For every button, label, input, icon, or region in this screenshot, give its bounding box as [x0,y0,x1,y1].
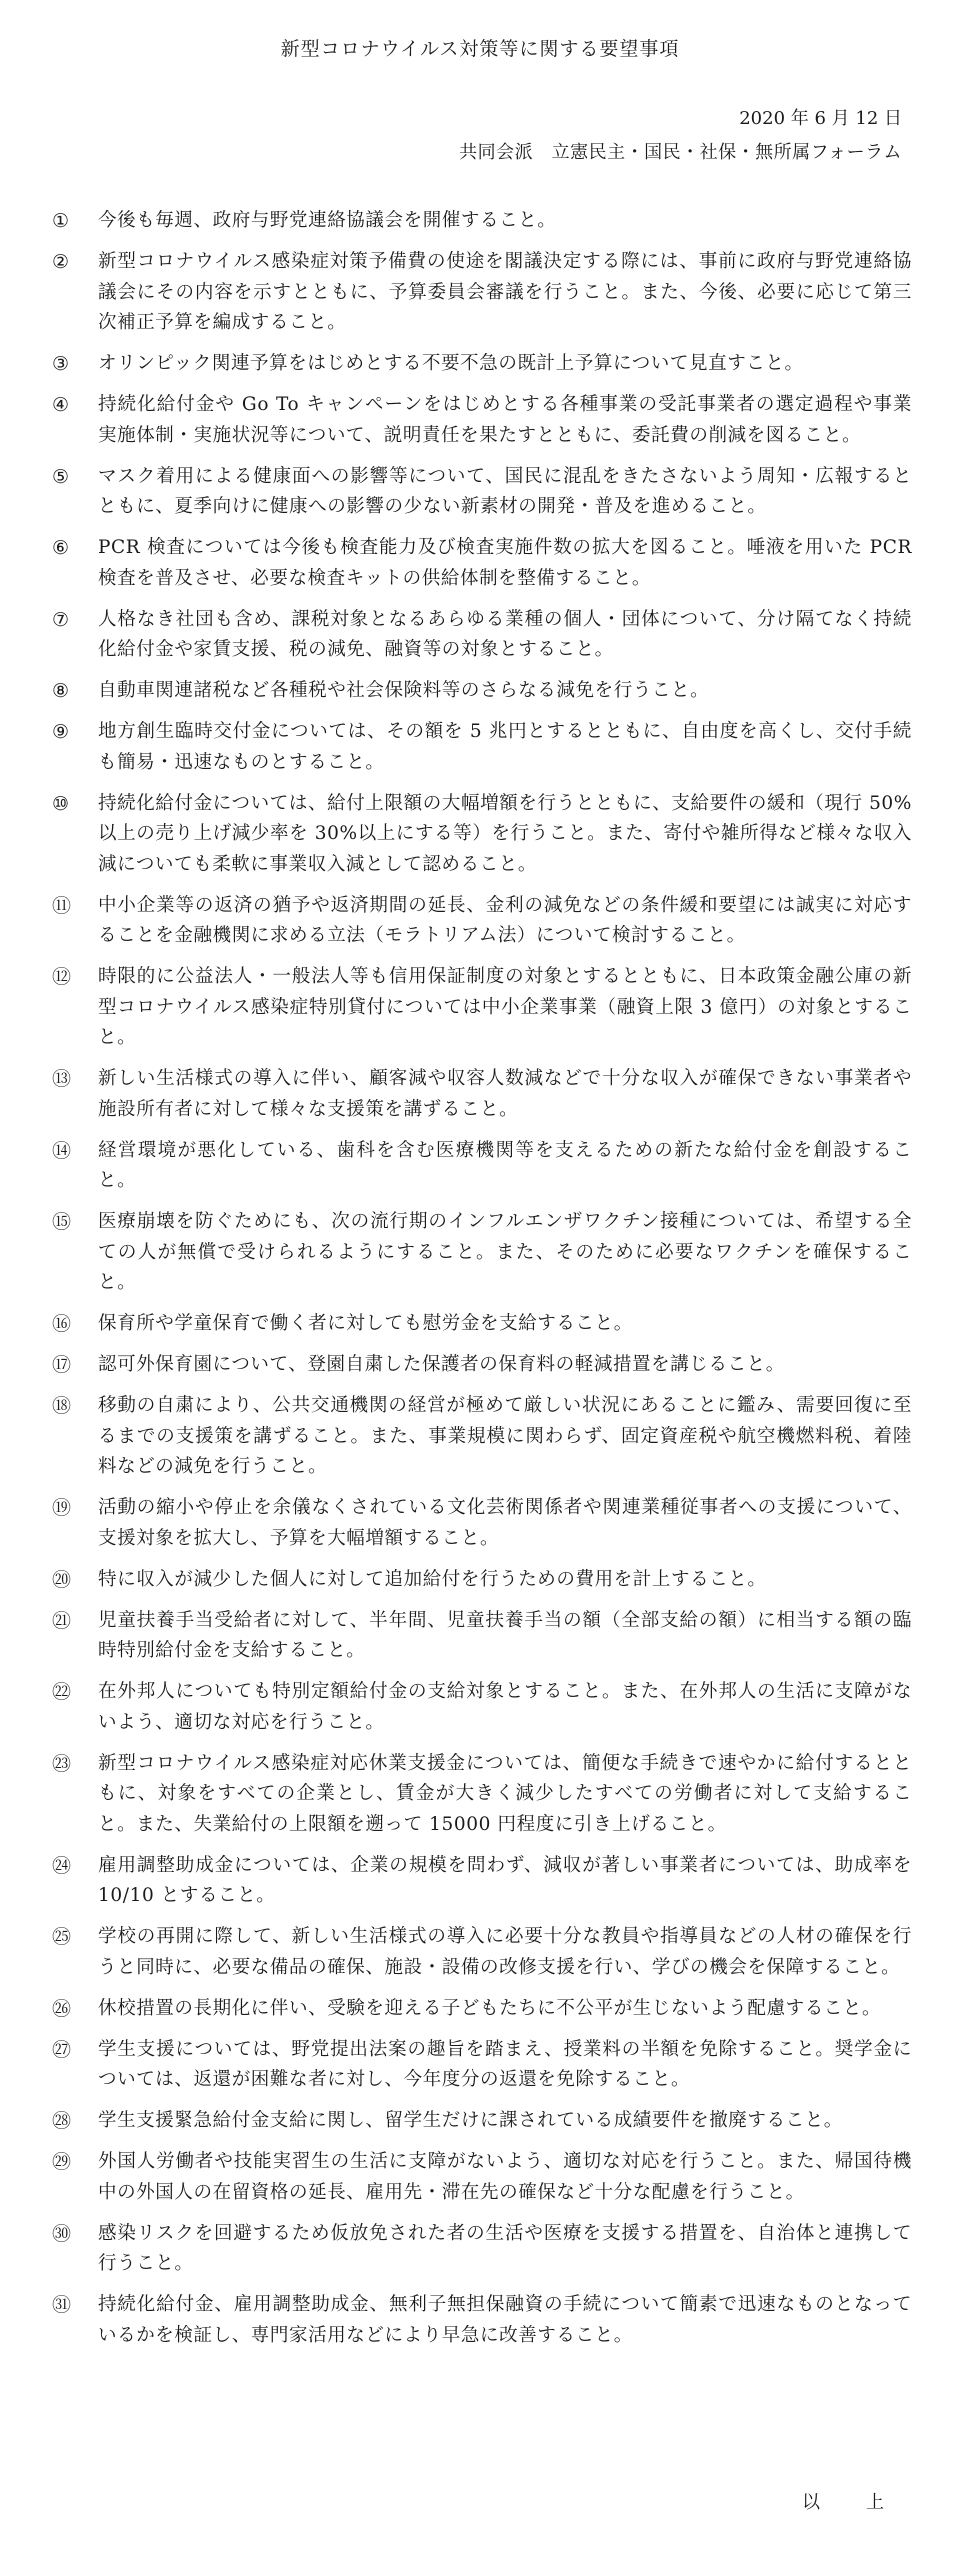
item-text: 保育所や学童保育で働く者に対しても慰労金を支給すること。 [98,1313,633,1334]
request-item [52,349,912,380]
item-text: 新しい生活様式の導入に伴い、顧客減や収容人数減などで十分な収入が確保できない事業者や施設所有者に対して様々な支援策を講ずること。 [98,1068,912,1120]
item-number: ⑮ [52,1211,72,1233]
item-text: PCR 検査については今後も検査能力及び検査実施件数の拡大を図ること。唾液を用いた PCR 検査を普及させ、必要な検査キットの供給体制を整備すること。 [98,537,912,589]
request-item [52,789,912,881]
item-text: 経営環境が悪化している、歯科を含む医療機関等を支えるための新たな給付金を創設すること。 [98,1139,912,1191]
request-item [52,1851,912,1912]
item-text: 今後も毎週、政府与野党連絡協議会を開催すること。 [98,210,557,231]
item-number: ㉕ [52,1926,72,1948]
item-text: 持続化給付金については、給付上限額の大幅増額を行うとともに、支給要件の緩和（現行 50%以上の売り上げ減少率を 30%以上にする等）を行うこと。また、寄付や雑所得など様々な収入減についても柔軟に事業収入減として認めること。 [98,792,912,875]
item-number: ㉑ [52,1609,72,1632]
item-text: 学校の再開に際して、新しい生活様式の導入に必要十分な教員や指導員などの人材の確保を行うと同時に、必要な備品の確保、施設・設備の改修支援を行い、学びの機会を保障すること。 [98,1926,912,1978]
item-text: 感染リスクを回避するため仮放免された者の生活や医療を支援する措置を、自治体と連携して行うこと。 [98,2222,912,2274]
item-text: 地方創生臨時交付金については、その額を 5 兆円とするとともに、自由度を高くし、交付手続も簡易・迅速なものとすること。 [98,721,912,773]
item-number: ㉖ [52,1997,72,2020]
item-text: 移動の自粛により、公共交通機関の経営が極めて厳しい状況にあることに鑑み、需要回復に至るまでの支援策を講ずること。また、事業規模に関わらず、固定資産税や航空機燃料税、着陸料などの減免を行うこと。 [98,1395,912,1477]
request-item [52,1136,912,1197]
request-item [52,1493,912,1554]
item-number: ㉔ [52,1854,72,1877]
item-text: 休校措置の長期化に伴い、受験を迎える子どもたちに不公平が生じないよう配慮すること。 [98,1997,882,2019]
item-number: ⑩ [52,792,70,815]
item-number: ① [52,210,70,232]
item-number: ㉛ [52,2294,72,2316]
item-text: 在外邦人についても特別定額給付金の支給対象とすること。また、在外邦人の生活に支障がないよう、適切な対応を行うこと。 [98,1681,912,1733]
item-number: ⑰ [52,1354,72,1376]
request-item [52,390,912,451]
item-text: 自動車関連諸税など各種税や社会保険料等のさらなる減免を行うこと。 [98,680,710,701]
request-item [52,1749,912,1841]
request-item [52,1565,912,1596]
request-item [52,206,912,237]
item-text: 外国人労働者や技能実習生の生活に支障がないよう、適切な対応を行うこと。また、帰国待機中の外国人の在留資格の延長、雇用先・滞在先の確保など十分な配慮を行うこと。 [98,2151,912,2203]
request-list [52,206,912,2362]
item-text: 持続化給付金、雇用調整助成金、無利子無担保融資の手続について簡素で迅速なものとなっているかを検証し、専門家活用などにより早急に改善すること。 [98,2294,912,2346]
closing-mark: 以 上 [802,2492,898,2513]
item-number: ③ [52,353,70,375]
item-number: ㉗ [52,2038,72,2061]
request-item [52,1677,912,1738]
item-text: 新型コロナウイルス感染症対応休業支援金については、簡便な手続きで速やかに給付するとともに、対象をすべての企業とし、賃金が大きく減少したすべての労働者に対して支給すること。また、失業給付の上限額を遡って 15000 円程度に引き上げること。 [98,1752,912,1835]
item-number: ㉒ [52,1681,72,1703]
request-item [52,533,912,594]
request-item [52,2035,912,2096]
party-name: 共同会派 立憲民主・国民・社保・無所属フォーラム [459,142,902,163]
request-item [52,2147,912,2208]
item-number: ⑫ [52,966,72,988]
item-number: ⑪ [52,894,72,917]
item-number: ⑳ [52,1568,72,1591]
request-item [52,2290,912,2351]
item-number: ⑨ [52,721,70,743]
item-text: 特に収入が減少した個人に対して追加給付を行うための費用を計上すること。 [98,1568,767,1590]
item-text: 人格なき社団も含め、課税対象となるあらゆる業種の個人・団体について、分け隔てなく持続化給付金や家賃支援、税の減免、融資等の対象とすること。 [98,608,912,660]
item-text: 児童扶養手当受給者に対して、半年間、児童扶養手当の額（全部支給の額）に相当する額の臨時特別給付金を支給すること。 [98,1609,912,1661]
item-number: ⑧ [52,680,70,702]
request-item [52,247,912,339]
item-text: 中小企業等の返済の猶予や返済期間の延長、金利の減免などの条件緩和要望には誠実に対応することを金融機関に求める立法（モラトリアム法）について検討すること。 [98,894,912,946]
item-number: ㉘ [52,2110,72,2132]
item-number: ㉓ [52,1752,72,1775]
request-item [52,1064,912,1125]
request-item [52,1309,912,1340]
item-number: ⑭ [52,1139,72,1162]
request-item [52,1994,912,2025]
request-item [52,1350,912,1381]
item-number: ④ [52,394,70,416]
item-number: ⑲ [52,1497,72,1519]
item-text: 学生支援については、野党提出法案の趣旨を踏まえ、授業料の半額を免除すること。奨学金については、返還が困難な者に対し、今年度分の返還を免除すること。 [98,2038,912,2090]
item-number: ⑬ [52,1068,72,1090]
item-number: ⑱ [52,1395,72,1417]
request-item [52,1606,912,1667]
request-item [52,1922,912,1983]
request-item [52,2106,912,2137]
item-text: 医療崩壊を防ぐためにも、次の流行期のインフルエンザワクチン接種については、希望する全ての人が無償で受けられるようにすること。また、そのために必要なワクチンを確保すること。 [98,1211,912,1293]
item-text: 認可外保育園について、登園自粛した保護者の保育料の軽減措置を講じること。 [98,1354,785,1375]
item-text: 持続化給付金や Go To キャンペーンをはじめとする各種事業の受託事業者の選定過程や事業実施体制・実施状況等について、説明責任を果たすとともに、委託費の削減を図ること。 [98,394,912,446]
item-text: 活動の縮小や停止を余儀なくされている文化芸術関係者や関連業種従事者への支援について、支援対象を拡大し、予算を大幅増額すること。 [98,1497,912,1549]
item-number: ⑤ [52,465,70,488]
item-number: ⑯ [52,1313,72,1335]
request-item [52,1207,912,1299]
request-item [52,962,912,1054]
request-item [52,676,912,707]
request-item [52,462,912,523]
document-title: 新型コロナウイルス対策等に関する要望事項 [280,38,680,60]
request-item [52,1391,912,1483]
request-item [52,605,912,666]
item-number: ㉙ [52,2151,72,2173]
item-number: ⑦ [52,608,70,631]
request-item [52,717,912,778]
item-number: ② [52,251,70,273]
document-date: 2020 年 6 月 12 日 [739,108,902,129]
item-text: 学生支援緊急給付金支給に関し、留学生だけに課されている成績要件を撤廃すること。 [98,2110,843,2131]
item-text: マスク着用による健康面への影響等について、国民に混乱をきたさないよう周知・広報するとともに、夏季向けに健康への影響の少ない新素材の開発・普及を進めること。 [98,465,912,517]
request-item [52,2219,912,2280]
request-item [52,891,912,952]
item-number: ⑥ [52,537,70,559]
item-text: オリンピック関連予算をはじめとする不要不急の既計上予算について見直すこと。 [98,353,804,374]
item-text: 新型コロナウイルス感染症対策予備費の使途を閣議決定する際には、事前に政府与野党連絡協議会にその内容を示すとともに、予算委員会審議を行うこと。また、今後、必要に応じて第三次補正予算を編成すること。 [98,251,912,333]
item-text: 時限的に公益法人・一般法人等も信用保証制度の対象とするとともに、日本政策金融公庫の新型コロナウイルス感染症特別貸付については中小企業事業（融資上限 3 億円）の対象とすること。 [98,966,912,1048]
item-number: ㉚ [52,2222,72,2245]
item-text: 雇用調整助成金については、企業の規模を問わず、減収が著しい事業者については、助成率を 10/10 とすること。 [98,1854,912,1906]
